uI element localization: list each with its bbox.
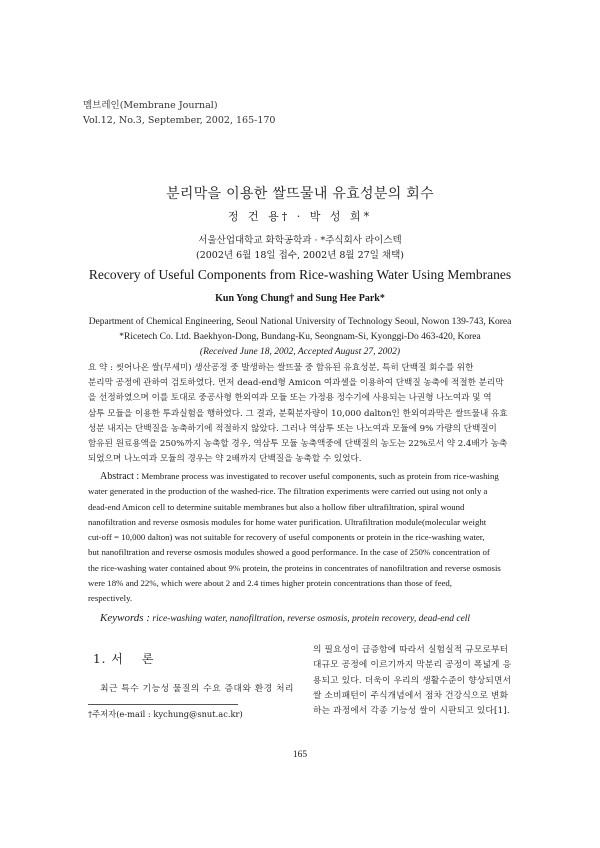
abstract-english-line: cut-off = 10,000 dalton) was not suitable for recovery of useful components or protein in the rice-washing water,	[88, 532, 485, 543]
abstract-english-line: but nanofiltration and reverse osmosis modules showed a good performance. In the case of 250% concentration of	[88, 547, 490, 558]
abstract-english-line: the rice-washing water contained about 9% protein, the proteins in concentrates of nanofiltration and reverse osmosis	[88, 562, 501, 573]
affiliation-english	[0, 315, 600, 360]
abstract-korean-label: 요 약 :	[88, 363, 113, 373]
affiliation-korean-line: 서울산업대학교 화학공학과 · *주식회사 라이스텍	[198, 235, 402, 246]
abstract-english-line: nanofiltration and reverse osmosis modules for home water purification. Ultrafiltration module(molecular weight	[88, 516, 487, 527]
abstract-english	[88, 469, 522, 607]
abstract-english-line: respectively.	[88, 593, 133, 604]
authors-english: Kun Yong Chung† and Sung Hee Park*	[215, 293, 385, 304]
body-line: 의 필요성이 급증함에 따라서 실험실적 규모로부터	[313, 645, 509, 655]
body-line: 대규모 공정에 이르기까지 막분리 공정이 폭넓게 응	[313, 660, 512, 671]
keywords-text: rice-washing water, nanofiltration, reverse osmosis, protein recovery, dead-end cell	[152, 614, 471, 624]
abstract-english-line: Abstract : Membrane process was investigated to recover useful components, such as protein from rice-washing	[100, 471, 499, 482]
keywords	[100, 612, 470, 624]
keywords-label: Keywords :	[100, 612, 151, 624]
abstract-korean-line: 요 약 : 씻어나온 쌀(무세미) 생산공정 중 발생하는 쌀뜨물 중 함유된 유효성분, 특히 단백질 회수를 위한	[88, 363, 474, 373]
abstract-korean-line: 을 선정하였으며 이를 토대로 중공사형 한외여과 모듈 또는 가정용 정수기에 사용되는 나권형 나노여과 및 역	[88, 393, 492, 404]
abstract-english-line: dead-end Amicon cell to determine suitable membranes but also a hollow fiber ultrafiltration, spiral wound	[88, 501, 465, 512]
abstract-korean-line: 되었으며 나노여과 모듈의 경우는 약 2배까지 단백질을 농축할 수 있었다.	[88, 454, 362, 465]
section-title: 론	[141, 652, 155, 666]
journal-name: 멤브레인(Membrane Journal)	[83, 100, 218, 111]
affiliation-english-line-2: *Ricetech Co. Ltd. Baekhyon-Dong, Bundang-Ku, Seongnam-Si, Kyonggi-Do 463-420, Korea	[119, 332, 481, 342]
body-line: 용되고 있다. 더욱이 우리의 생활수준이 향상되면서	[313, 675, 512, 686]
affiliation-english-line-1: Department of Chemical Engineering, Seoul National University of Technology Seoul, Nowon 139-743, Korea	[88, 317, 512, 327]
body-text-left: 최근 특수 기능성 물질의 수요 증대와 환경 처리	[100, 684, 295, 694]
abstract-korean-line: 함유된 원료용액을 250%까지 농축할 경우, 역삼투 모듈 농축액중에 단백질의 농도는 22%로서 약 2.4배가 농축	[88, 439, 508, 450]
abstract-korean-line: 삼투 모듈을 이용한 투과실험을 행하였다. 그 결과, 분획분자량이 10,000 dalton인 한외여과막은 쌀뜨물내 유효	[88, 408, 508, 419]
title-korean: 분리막을 이용한 쌀뜨물내 유효성분의 회수	[166, 186, 434, 202]
abstract-korean-line: 성분 내지는 단백질을 농축하기에 적절하지 않았다. 그러나 역삼투 또는 나노여과 모듈에 9% 가량의 단백질이	[88, 423, 497, 434]
received-dates: (Received June 18, 2002, Accepted August 27, 2002)	[199, 347, 401, 357]
body-line: 하는 과정에서 각종 기능성 쌀이 시판되고 있다[1].	[313, 706, 510, 717]
footnote-divider	[88, 704, 238, 705]
abstract-english-line: water generated in the production of the washed-rice. The filtration experiments were carried out using not only a	[88, 486, 488, 497]
affiliation-korean	[0, 233, 600, 263]
section-heading	[93, 650, 154, 667]
body-line: 쌀 소비패턴이 주식개념에서 점차 건강식으로 변화	[313, 690, 509, 701]
abstract-english-line: were 18% and 22%, which were about 2 and 2.4 times higher protein concentrations than those of feed,	[88, 578, 452, 589]
journal-header	[83, 98, 275, 128]
section-number: 1. 서	[93, 652, 124, 666]
body-text-right	[313, 643, 525, 719]
footnote: †주저자(e-mail : kychung@snut.ac.kr)	[88, 709, 243, 719]
abstract-korean	[88, 361, 518, 467]
abstract-english-label: Abstract :	[100, 471, 140, 482]
authors-korean: 정 건 용† · 박 성 희*	[227, 210, 373, 223]
title-english: Recovery of Useful Components from Rice-washing Water Using Membranes	[88, 267, 512, 282]
abstract-korean-line: 분리막 공정에 관하여 검토하였다. 먼저 dead-end형 Amicon 여과셀을 이용하여 단백질 농축에 적절한 분리막	[88, 378, 504, 389]
page-number: 165	[292, 750, 308, 760]
journal-volume: Vol.12, No.3, September, 2002, 165-170	[83, 115, 276, 126]
dates-korean: (2002년 6월 18일 접수, 2002년 8월 27일 채택)	[196, 250, 404, 261]
